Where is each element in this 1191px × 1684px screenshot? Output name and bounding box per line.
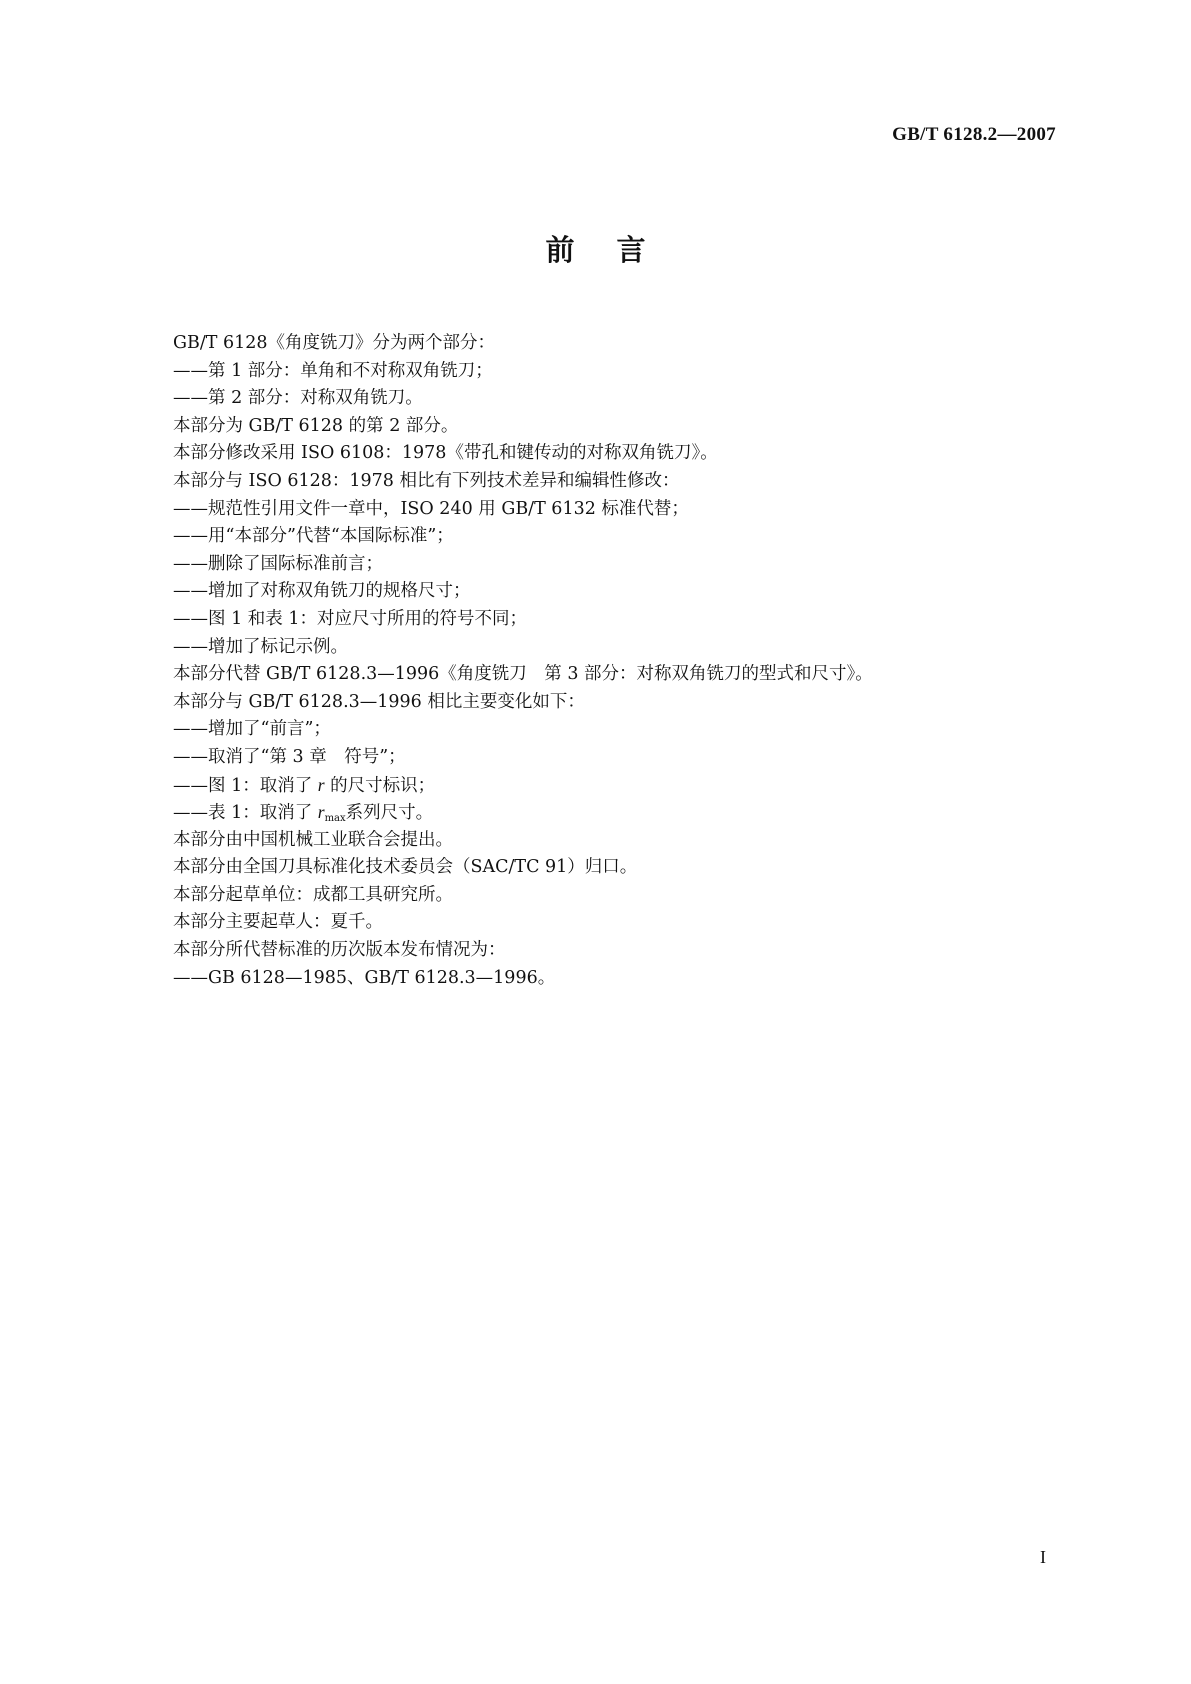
paragraph-line: 本部分为 GB/T 6128 的第 2 部分。 [173, 415, 459, 436]
paragraph-line: 本部分代替 GB/T 6128.3—1996《角度铣刀 第 3 部分：对称双角铣刀的型式和尺寸》。 [173, 664, 873, 685]
symbol-r: r [317, 802, 325, 823]
paragraph-line: GB/T 6128《角度铣刀》分为两个部分： [173, 333, 496, 353]
paragraph-line: 本部分与 ISO 6128：1978 相比有下列技术差异和编辑性修改： [173, 470, 680, 491]
symbol-subscript-max: max [324, 813, 346, 825]
list-item-figure-1 [173, 772, 1073, 800]
list-item: ——删除了国际标准前言； [173, 553, 383, 574]
page-title: 前言 [545, 233, 688, 267]
standard-number: GB/T 6128.2—2007 [892, 124, 1056, 145]
list-item: ——第 2 部分：对称双角铣刀。 [173, 388, 423, 409]
text-segment: 的尺寸标识； [324, 775, 436, 796]
paragraph-line: 本部分由中国机械工业联合会提出。 [173, 829, 453, 850]
list-item-table-1 [173, 799, 1073, 827]
symbol-r: r [317, 774, 325, 795]
text-segment: ——表 1：取消了 [173, 803, 318, 824]
list-item: ——增加了对称双角铣刀的规格尺寸； [173, 581, 471, 602]
list-item: ——用“本部分”代替“本国际标准”； [173, 526, 454, 547]
list-item: ——图 1 和表 1：对应尺寸所用的符号不同； [173, 608, 527, 629]
paragraph-line: 本部分所代替标准的历次版本发布情况为： [173, 940, 506, 961]
list-item: ——规范性引用文件一章中，ISO 240 用 GB/T 6132 标准代替； [173, 498, 689, 519]
list-item: ——取消了“第 3 章 符号”； [173, 746, 406, 767]
list-item: ——GB 6128—1985、GB/T 6128.3—1996。 [173, 967, 556, 988]
paragraph-line: 本部分主要起草人：夏千。 [173, 912, 383, 933]
list-item: ——增加了标记示例。 [173, 636, 348, 657]
list-item: ——增加了“前言”； [173, 719, 331, 740]
page-number: I [1040, 1547, 1046, 1567]
text-segment: 系列尺寸。 [345, 803, 434, 824]
foreword-body [173, 330, 1073, 992]
list-item: ——第 1 部分：单角和不对称双角铣刀； [173, 360, 493, 381]
text-segment: ——图 1：取消了 [173, 775, 318, 796]
paragraph-line: 本部分修改采用 ISO 6108：1978《带孔和键传动的对称双角铣刀》。 [173, 443, 718, 464]
paragraph-line: 本部分由全国刀具标准化技术委员会（SAC/TC 91）归口。 [173, 857, 638, 878]
paragraph-line: 本部分起草单位：成都工具研究所。 [173, 884, 453, 905]
paragraph-line: 本部分与 GB/T 6128.3—1996 相比主要变化如下： [173, 691, 585, 712]
